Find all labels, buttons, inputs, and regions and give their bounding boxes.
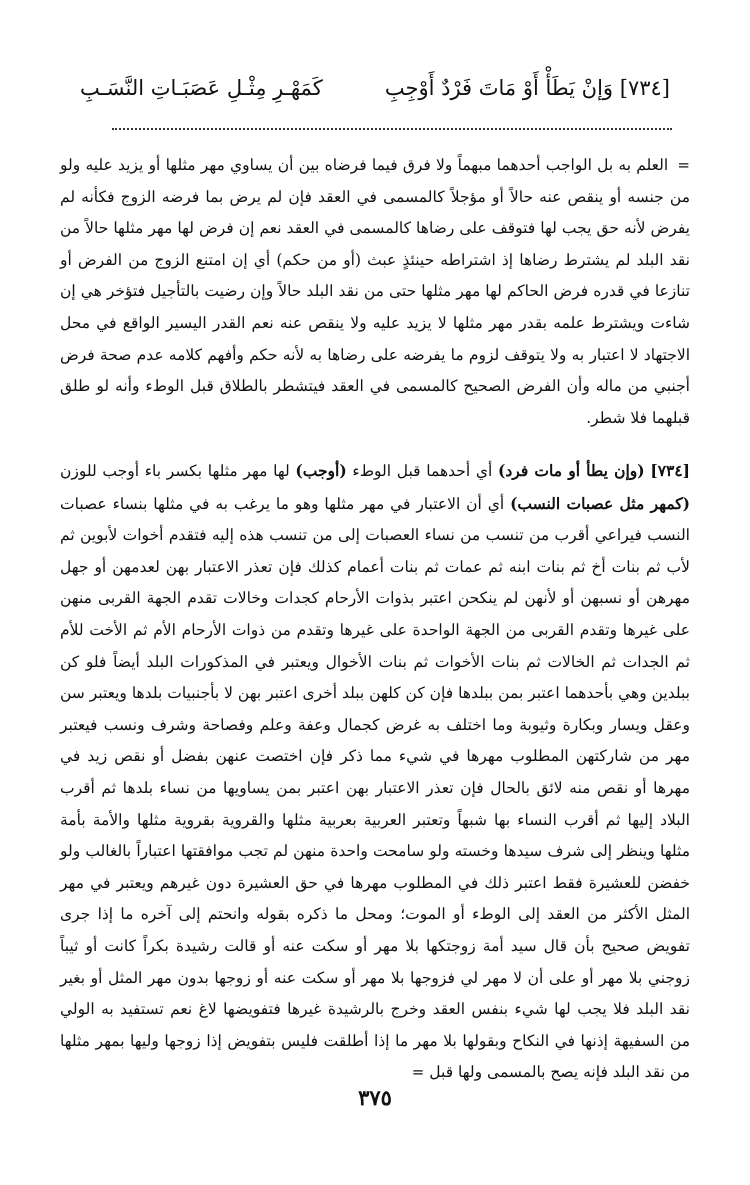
verse-first-hemistich (385, 76, 670, 100)
commentary-text: العلم به بل الواجب أحدهما مبهماً ولا فرق فيما فرضاه بين أن يساوي مهر مثلها أو يزيد عليه ولو من جنسه أو ينقص عنه حالاً أو مؤجلاً كالمسمى في العقد فإن لم يرض بما فرضه الزوج فكأنه لم يفرض لأنه حق يجب لها فتوقف على رضاها كالمسمى في العقد نعم إن فرض لها مهر مثلها حالاً من نقد البلد لم يشترط رضاها إذ اشتراطه حينئذٍ عبث (أو من حكم) أي إن امتنع الزوج من الفرض أو تنازعا في قدره فرض الحاكم لها مهر مثلها حتى من نقد البلد حالاً وإن رضيت بالتأجيل فتؤخر هي إن شاءت ويشترط علمه بقدر مهر مثلها لا يزيد عليه ولا ينقص عنه نعم القدر اليسير الواقع في محل الاجتهاد لا اعتبار به ولا يتوقف لزوم ما يفرضه على رضاها به لأنه حكم وأفهم كلامه عدم صحة فرض أجنبي من ماله وأن الفرض الصحيح كالمسمى في العقد فيتشطر بالطلاق قبل الوطء وأنه لو طلق قبلهما فلا شطر. (60, 156, 690, 427)
commentary-continuation (60, 150, 690, 434)
commentary-verse-734 (60, 455, 690, 1089)
verse-second-hemistich (80, 76, 323, 100)
dotted-separator (112, 128, 672, 130)
commentary-number: [٧٣٤] (650, 461, 691, 480)
commentary-text-3: أي أن الاعتبار في مهر مثلها وهو ما يرغب به في مثلها بنساء عصبات النسب فيراعي أقرب من تنسب من نساء العصبات إلى من تنسب هذه إليه فتقدم أخوات لأبوين ثم لأب ثم بنات أخ ثم بنات ابنه ثم عمات ثم بنات أعمام كذلك فإن تعذر الاعتبار بهن لعدمهن أو جهل مهرهن أو نسبهن أو لأنهن لم ينكحن اعتبر بذوات الأرحام كجدات وخالات تقدم الجهة القربى منهن على غيرها وتقدم القربى من الجهة الواحدة على غيرها وتقدم من ذوات الأرحام الأم ثم الأخت للأم ثم الجدات ثم الخالات ثم بنات الأخوات ثم بنات الأخوال ويعتبر في المذكورات البلد أيضاً فلو كن ببلدين وهي بأحدهما اعتبر بمن ببلدها فإن كن كلهن ببلد أخرى اعتبر بهن لا بأجنبيات بلدها ويعتبر سن وعقل ويسار وبكارة وثيوبة وما اختلف به غرض كجمال وعفة وعلم وفصاحة وشرف ونسب فيعتبر مهر من شاركتهن المطلوب مهرها في شيء مما ذكر فإن اختصت عنهن بفضل أو نقص زيد في مهرها أو نقص منه لائق بالحال فإن تعذر الاعتبار بهن اعتبر بمن يساويها من نساء بلدها ثم أقرب البلاد إليها ثم أقرب النساء بها شبهاً وتعتبر العربية بعربية مثلها والقروية بقروية مثلها والأمة بأمة مثلها وينظر إلى شرف سيدها وخسته ولو سامحت واحدة منهن لم تجب موافقتها اعتباراً بالغالب ولو خفضن للعشيرة فقط اعتبر ذلك في المطلوب مهرها في حق العشيرة دون غيرهم ويعتبر في مهر المثل الأكثر من العقد إلى الوطء أو الموت؛ ومحل ما ذكره بقوله وانحتم إلى آخره ما إذا جرى تفويض صحيح بأن قال سيد أمة زوجتكها بلا مهر أو سكت عنه أو قالت رشيدة بكراً كانت أو ثيباً زوجني بلا مهر أو على أن لا مهر لي فزوجها بلا مهر أو سكت عنه أو زوجها بدون مهر المثل أو بغير نقد البلد فلا يجب لها شيء بنفس العقد وخرج بالرشيدة غيرها فتفويضها لاغ نعم تستفيد به الولي من السفيهة إذنها في النكاح وبقولها بلا مهر ما إذا أطلقت فليس بتفويض إذا زوجها وليها بمهر مثلها من نقد البلد فإنه يصح بالمسمى ولها قبل (60, 494, 690, 1082)
quoted-verse-2: (أوجب) (295, 461, 347, 480)
continuation-marker: = (677, 156, 690, 174)
continuation-marker-end: = (411, 1063, 425, 1082)
commentary-text-1: أي أحدهما قبل الوطء (352, 462, 493, 480)
page-number: ٣٧٥ (358, 1085, 392, 1110)
quoted-verse-3: (كمهر مثل عصبات النسب) (510, 493, 690, 513)
commentary-text-2: لها مهر مثلها بكسر باء أوجب للوزن (60, 462, 290, 480)
verse-number: [٧٣٤] (619, 76, 670, 100)
verse-text-right: وَإنْ يَطَأْ أَوْ مَاتَ فَرْدٌ أَوْجِبِ (384, 76, 614, 100)
quoted-verse-1: (وإن يطأ أو مات فرد) (498, 461, 645, 480)
verse-text-left: كَمَهْـرِ مِثْـلِ عَصَبَـاتِ النَّسَـبِ (80, 76, 323, 100)
verse-header (80, 76, 670, 116)
